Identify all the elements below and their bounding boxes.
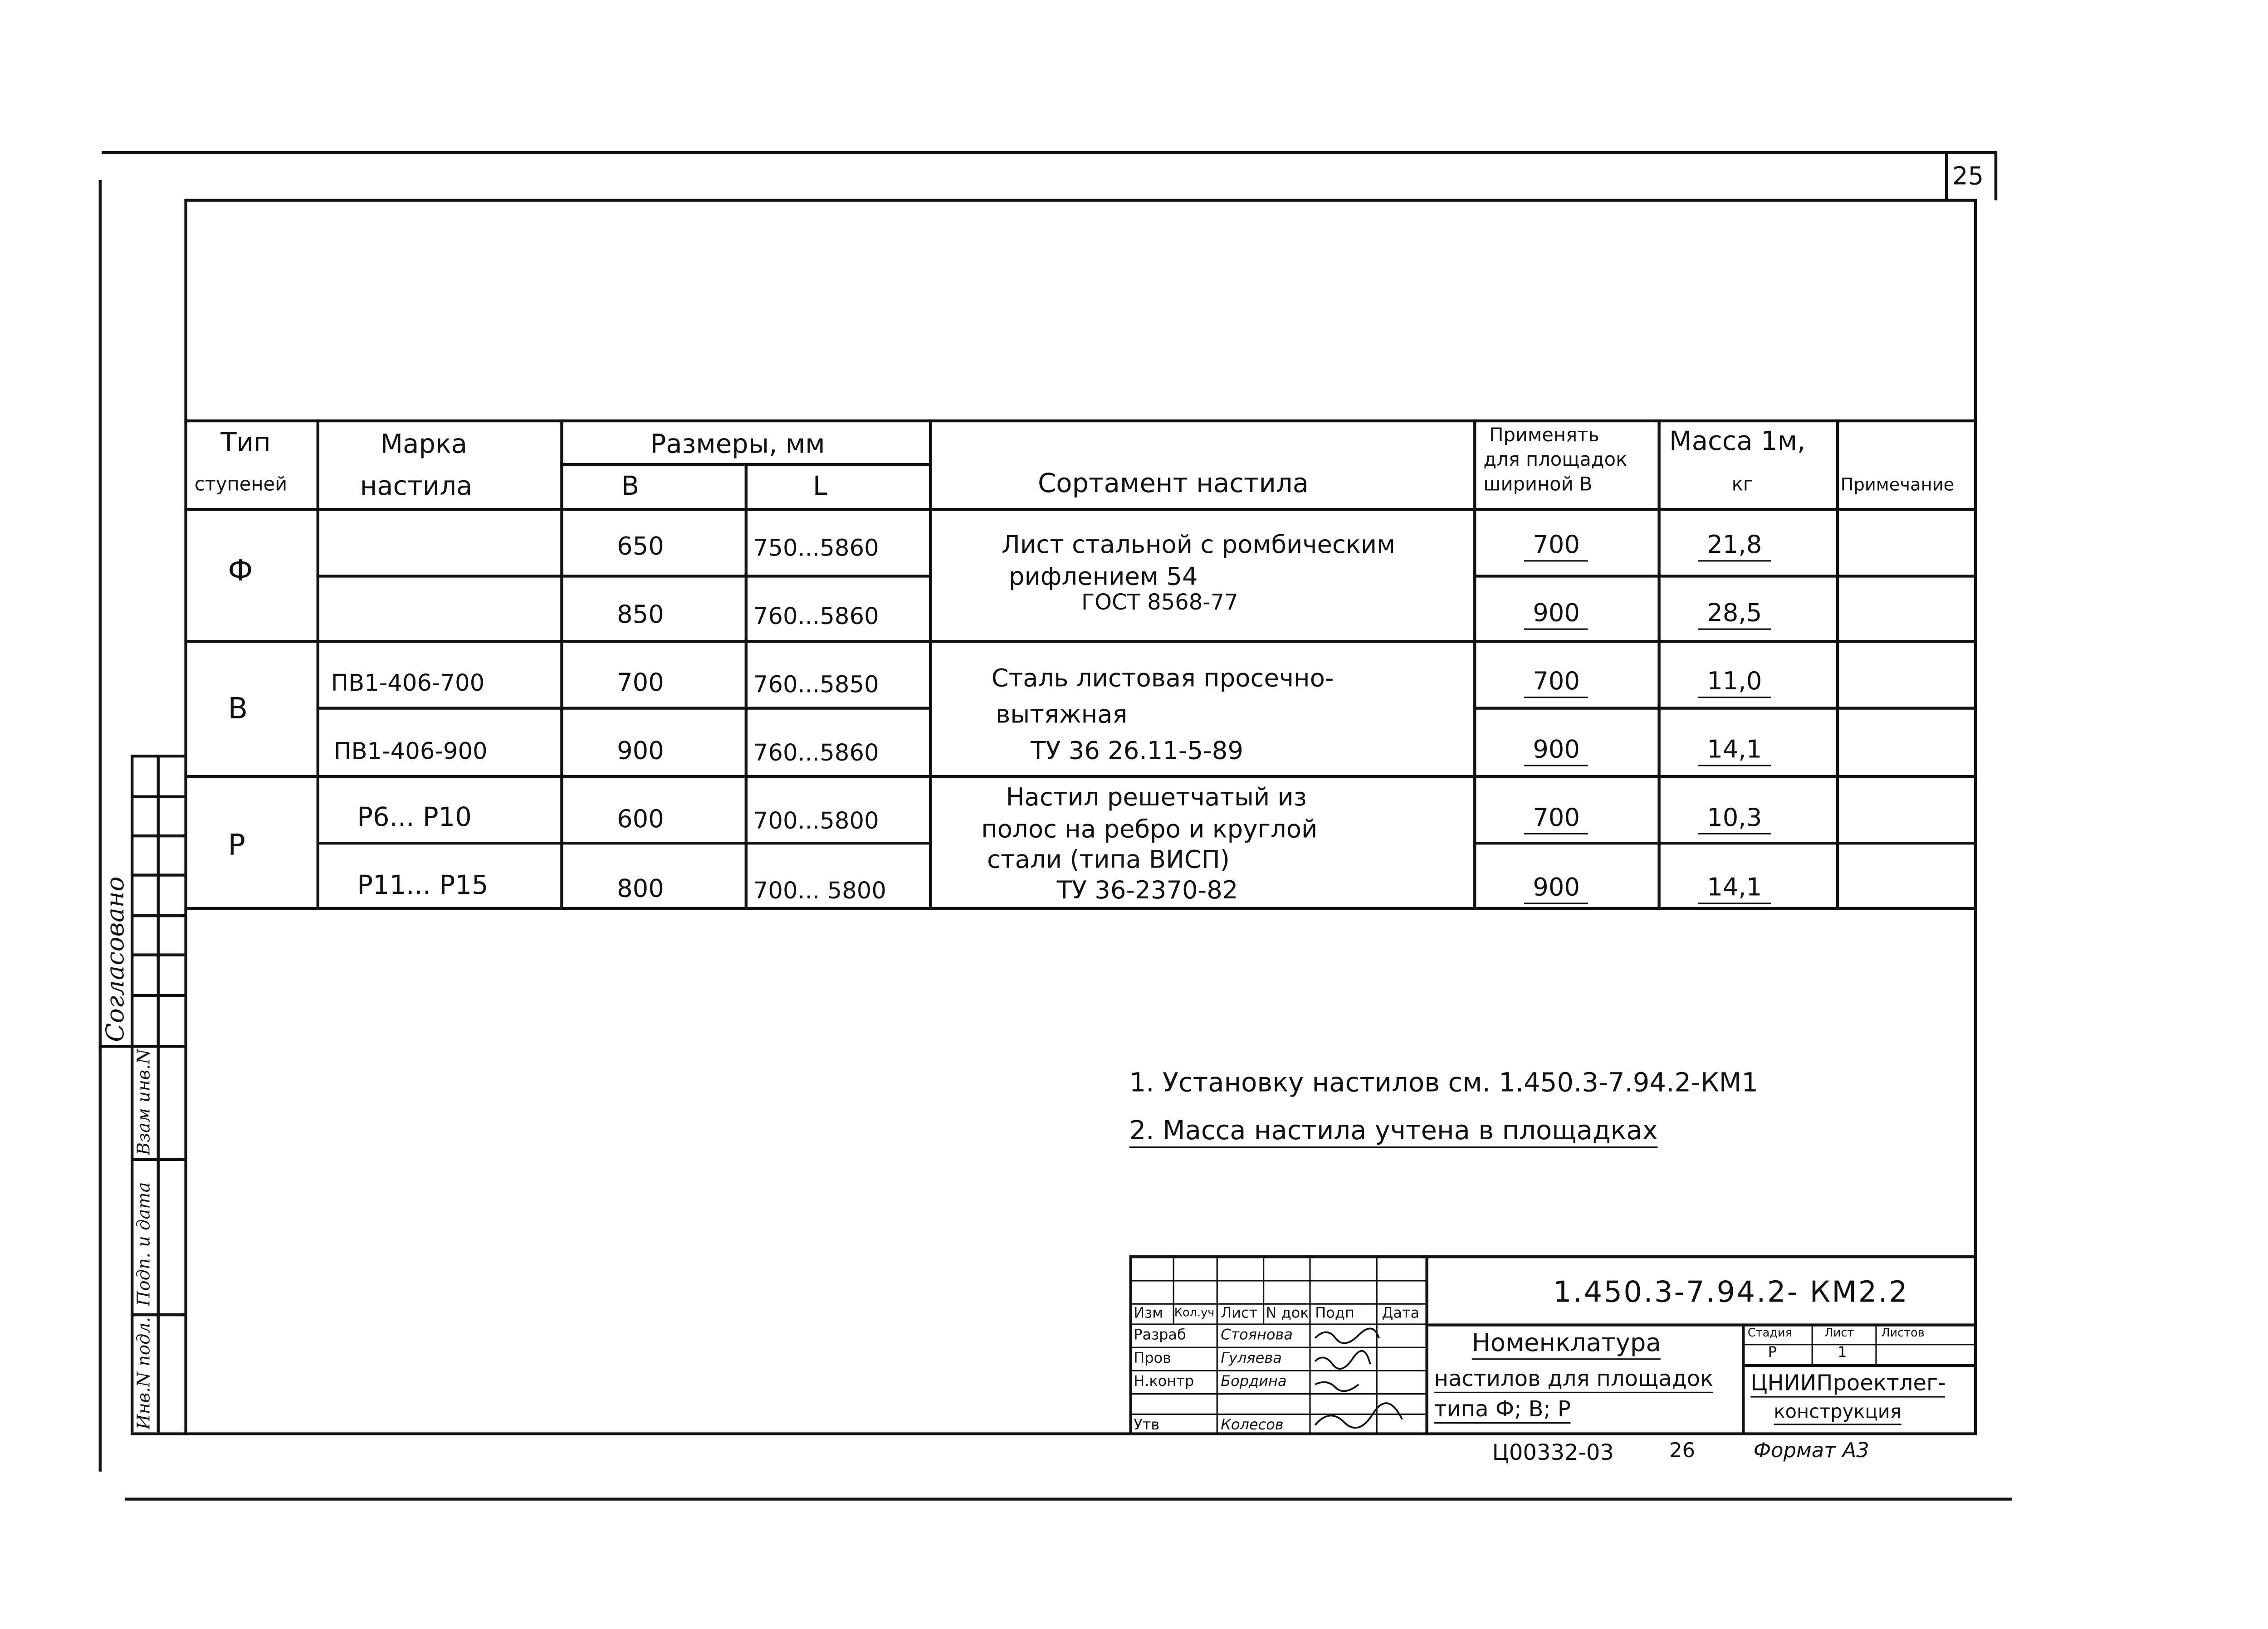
row-b1-bottom xyxy=(317,707,929,709)
tb-title-3: типа Ф; В; Р xyxy=(1434,1396,1571,1424)
side-stamp-h8 xyxy=(131,1158,184,1161)
tb-role-3: Н.контр xyxy=(1134,1374,1194,1390)
tb-col-3 xyxy=(1263,1255,1264,1323)
frame-right-line xyxy=(1974,199,1977,1435)
row-f1-bottom-right xyxy=(1473,575,1977,577)
row-b1-bottom-right xyxy=(1473,707,1977,709)
tb-sheet-value: 1 xyxy=(1838,1345,1847,1361)
tb-left xyxy=(1129,1255,1132,1435)
header-type: Тип xyxy=(220,428,271,459)
row-f1-mass: 21,8 xyxy=(1698,531,1771,561)
row-b2-mark: ПВ1-406-900 xyxy=(334,737,488,765)
row-b2-mass: 14,1 xyxy=(1698,736,1771,766)
side-stamp-replace: Взам инв.N xyxy=(133,1049,154,1156)
outer-bottom-line xyxy=(125,1497,2012,1500)
tb-stage-divider xyxy=(1742,1323,1744,1435)
group-f-assortment-3: ГОСТ 8568-77 xyxy=(1081,589,1238,615)
row-b1-mass: 11,0 xyxy=(1698,668,1771,698)
row-r2-l: 700... 5800 xyxy=(753,876,886,904)
tb-col-header-3: Лист xyxy=(1221,1306,1258,1322)
outer-left-line xyxy=(99,180,102,1472)
header-note: Примечание xyxy=(1840,474,1955,495)
header-apply-1: Применять xyxy=(1489,425,1599,447)
header-dim-b: В xyxy=(621,472,640,502)
tb-title-2: настилов для площадок xyxy=(1434,1366,1714,1393)
row-r1-mass: 10,3 xyxy=(1698,804,1771,834)
header-mark-sub: настила xyxy=(360,472,473,502)
header-apply-2: для площадок xyxy=(1483,450,1628,472)
header-mark: Марка xyxy=(380,429,468,460)
row-f1-bottom xyxy=(317,575,929,577)
row-f2-b: 850 xyxy=(617,600,664,630)
tb-inventory: Ц00332-03 xyxy=(1492,1439,1614,1466)
header-mass-unit: кг xyxy=(1731,474,1753,497)
tb-title-1: Номенклатура xyxy=(1472,1329,1661,1360)
header-type-sub: ступеней xyxy=(194,474,288,497)
row-f2-apply: 900 xyxy=(1524,600,1589,630)
group-r-type: Р xyxy=(228,827,245,862)
sheet-number-box-right xyxy=(1994,154,1997,200)
row-b1-b: 700 xyxy=(617,669,664,698)
tb-top xyxy=(1129,1255,1977,1258)
tb-format: Формат А3 xyxy=(1753,1439,1869,1463)
col-line-1 xyxy=(317,419,319,910)
tb-org-1: ЦНИИПроектлег- xyxy=(1750,1370,1945,1398)
row-r1-l: 700...5800 xyxy=(753,807,879,834)
tb-page: 26 xyxy=(1669,1439,1696,1463)
row-b1-mark: ПВ1-406-700 xyxy=(331,669,485,697)
header-apply-3: шириной В xyxy=(1483,474,1593,497)
header-dims: Размеры, мм xyxy=(650,429,825,460)
group-b-type: В xyxy=(228,691,248,726)
tb-role-1: Разраб xyxy=(1134,1328,1186,1344)
note-2: 2. Масса настила учтена в площадках xyxy=(1129,1116,1658,1148)
tb-name-3: Бордина xyxy=(1221,1374,1287,1390)
group-r-assortment-3: стали (типа ВИСП) xyxy=(987,846,1230,875)
tb-role-4: Утв xyxy=(1134,1418,1160,1434)
tb-org-2: конструкция xyxy=(1774,1402,1901,1425)
col-line-6 xyxy=(1657,419,1660,910)
row-r1-b: 600 xyxy=(617,805,664,834)
row-b1-apply: 700 xyxy=(1524,668,1589,698)
tb-col-2 xyxy=(1217,1255,1218,1435)
note-1: 1. Установку настилов см. 1.450.3-7.94.2-КМ1 xyxy=(1129,1068,1759,1099)
signatures-svg xyxy=(1309,1323,1425,1434)
group-b-assortment-2: вытяжная xyxy=(996,701,1128,730)
group-f-bottom xyxy=(184,640,1977,643)
col-line-5 xyxy=(1473,419,1476,910)
sheet-number-box-left xyxy=(1945,154,1947,200)
tb-col-header-4: N док xyxy=(1266,1306,1309,1322)
group-r-assortment-2: полос на ребро и круглой xyxy=(981,815,1318,845)
side-stamp-c1 xyxy=(157,755,159,1432)
side-stamp-h1 xyxy=(131,795,184,798)
group-f-assortment-2: рифлением 54 xyxy=(1009,563,1198,592)
row-r1-mark: Р6... Р10 xyxy=(357,802,472,833)
tb-sheet-label: Лист xyxy=(1824,1326,1854,1340)
group-b-assortment-1: Сталь листовая просечно- xyxy=(991,664,1334,694)
frame-top-line xyxy=(184,199,1977,201)
row-r1-bottom-right xyxy=(1473,842,1977,844)
header-mass: Масса 1м, xyxy=(1669,426,1806,457)
header-assortment: Сортамент настила xyxy=(1038,468,1309,499)
group-f-type: Ф xyxy=(228,553,253,588)
side-stamp-h6 xyxy=(131,994,184,996)
group-f-assortment-1: Лист стальной с ромбическим xyxy=(1002,531,1396,561)
side-stamp-h2 xyxy=(131,834,184,837)
row-r2-mass: 14,1 xyxy=(1698,873,1771,904)
row-r1-apply: 700 xyxy=(1524,804,1589,834)
table-bottom xyxy=(184,907,1977,910)
tb-name-4: Колесов xyxy=(1221,1418,1284,1434)
tb-name-2: Гуляева xyxy=(1221,1351,1282,1367)
tb-doc-code: 1.450.3-7.94.2- КМ2.2 xyxy=(1553,1274,1909,1309)
group-b-bottom xyxy=(184,775,1977,778)
tb-stage-c1 xyxy=(1812,1323,1813,1364)
tb-stage-row2 xyxy=(1742,1364,1977,1366)
row-r2-b: 800 xyxy=(617,875,664,904)
row-b1-l: 760...5850 xyxy=(753,670,879,698)
tb-col-header-6: Дата xyxy=(1382,1306,1420,1322)
col-line-4 xyxy=(929,419,931,910)
frame-bottom-line xyxy=(131,1432,1977,1435)
row-r2-mark: Р11... Р15 xyxy=(357,871,489,902)
outer-top-line xyxy=(102,151,1997,154)
side-stamp-sign: Подп. и дата xyxy=(133,1182,154,1306)
tb-stage-row xyxy=(1742,1344,1977,1345)
col-line-3 xyxy=(745,463,747,910)
side-stamp-h7 xyxy=(99,1045,185,1047)
tb-name-1: Стоянова xyxy=(1221,1328,1293,1344)
col-line-2 xyxy=(560,419,562,910)
side-stamp-top xyxy=(131,755,184,757)
row-f1-apply: 700 xyxy=(1524,531,1589,561)
tb-code-bottom xyxy=(1425,1323,1977,1326)
row-f2-l: 760...5860 xyxy=(753,602,879,630)
side-stamp-h3 xyxy=(131,873,184,876)
row-f2-mass: 28,5 xyxy=(1698,600,1771,630)
row-b2-l: 760...5860 xyxy=(753,738,879,766)
frame-left-line xyxy=(184,199,187,1435)
row-r1-bottom xyxy=(317,842,929,844)
header-dim-l: L xyxy=(813,472,828,502)
sheet-number: 25 xyxy=(1952,162,1984,192)
row-f1-b: 650 xyxy=(617,532,664,562)
group-b-assortment-3: ТУ 36 26.11-5-89 xyxy=(1031,737,1244,766)
table-header-bottom xyxy=(184,508,1977,511)
side-stamp-h5 xyxy=(131,953,184,956)
row-b2-b: 900 xyxy=(617,737,664,766)
tb-stage-value: Р xyxy=(1768,1345,1777,1361)
row-b2-apply: 900 xyxy=(1524,736,1589,766)
side-stamp-h4 xyxy=(131,914,184,917)
tb-col-header-1: Изм xyxy=(1134,1306,1163,1322)
tb-col-header-2: Кол.уч xyxy=(1174,1306,1215,1319)
tb-col-header-5: Подп xyxy=(1315,1306,1354,1322)
group-r-assortment-1: Настил решетчатый из xyxy=(1006,784,1307,813)
tb-stage-label: Стадия xyxy=(1747,1326,1793,1340)
tb-role-2: Пров xyxy=(1134,1351,1172,1367)
col-line-7 xyxy=(1836,419,1838,910)
tb-stage-c2 xyxy=(1875,1323,1877,1364)
tb-sheets-label: Листов xyxy=(1881,1326,1925,1340)
tb-divider xyxy=(1425,1255,1427,1435)
side-stamp-left xyxy=(131,755,133,1432)
side-stamp-h9 xyxy=(131,1313,184,1316)
approval-label: Согласовано xyxy=(102,876,131,1042)
row-f1-l: 750...5860 xyxy=(753,534,879,562)
table-top xyxy=(184,419,1977,422)
group-r-assortment-4: ТУ 36-2370-82 xyxy=(1056,876,1238,906)
side-stamp-inv: Инв.N подл. xyxy=(133,1317,154,1429)
row-r2-apply: 900 xyxy=(1524,873,1589,904)
